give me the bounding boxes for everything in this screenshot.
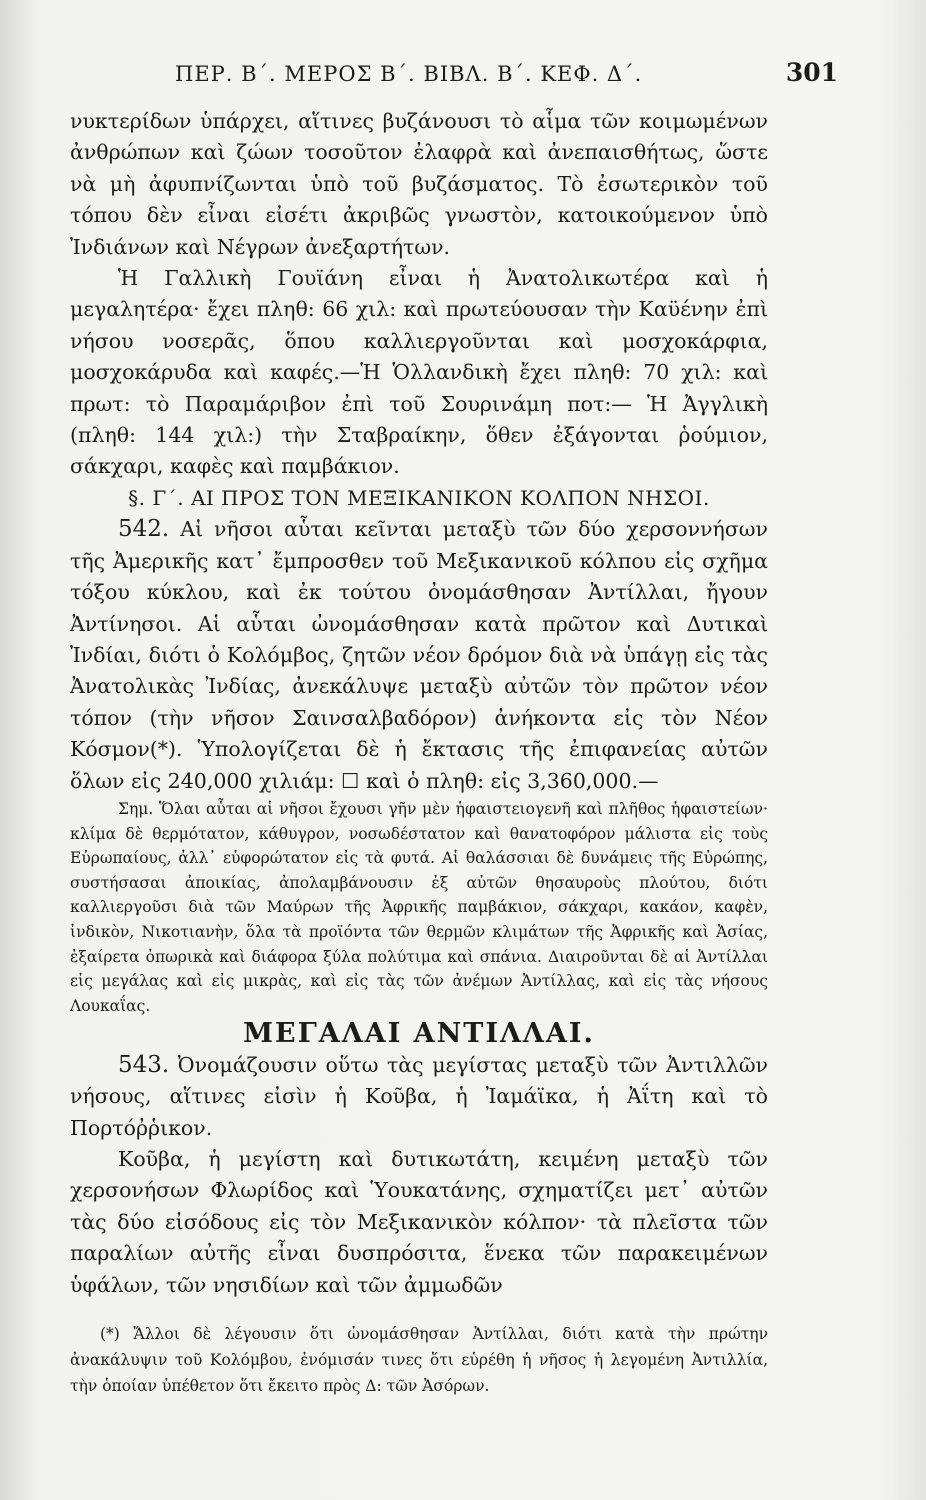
section-heading-greater-antilles: ΜΕΓΑΛΑΙ ΑΝΤΙΛΛΑΙ. <box>243 1018 595 1050</box>
paragraph-guiana: Ἡ Γαλλικὴ Γουϊάνη εἶναι ἡ Ἀνατολικωτέρα καὶ ἡ μεγαλητέρα· ἔχει πληθ: 66 χιλ: καὶ πρωτεύουσαν τὴν Καϋένην ἐπὶ νήσου νοσερᾶς, ὅπου καλλιεργοῦνται καὶ μοσχοκάρφια, μοσχοκάρυδα καὶ καφές.—Ἡ Ὁλλανδικὴ ἔχει πληθ: 70 χιλ: καὶ πρωτ: τὸ Παραμάριβον ἐπὶ τοῦ Σουρινάμη ποτ:— Ἡ Ἀγγλικὴ (πληθ: 144 χιλ:) τὴν Σταβραίκην, ὅθεν ἐξάγονται ῥούμιον, σάκχαρι, καφὲς καὶ παμβάκιον. <box>70 266 768 479</box>
running-head: ΠΕΡ. Β΄. ΜΕΡΟΣ Β΄. ΒΙΒΛ. Β΄. ΚΕΦ. Δ΄. <box>175 62 643 86</box>
section-title: §. Γ΄. ΑΙ ΠΡΟΣ ΤΟΝ ΜΕΞΙΚΑΝΙΚΟΝ ΚΟΛΠΟΝ ΝΗΣΟΙ. <box>128 485 710 510</box>
paragraph-542 <box>70 514 768 797</box>
paragraph-continuation: νυκτερίδων ὑπάρχει, αἵτινες βυζάνουσι τὸ αἷμα τῶν κοιμωμένων ἀνθρώπων καὶ ζώων τοσοῦτον ἐλαφρὰ καὶ ἀνεπαισθήτως, ὥστε νὰ μὴ ἀφυπνίζωνται ὑπὸ τοῦ βυζάσματος. Τὸ ἐσωτερικὸν τοῦ τόπου δὲν εἶναι εἰσέτι ἀκριβῶς γνωστὸν, κατοικούμενον ὑπὸ Ἰνδιάνων καὶ Νέγρων ἀνεξαρτήτων. <box>70 109 768 259</box>
note-paragraph: Σημ. Ὅλαι αὗται αἱ νῆσοι ἔχουσι γῆν μὲν ἡφαιστειογενῆ καὶ πλῆθος ἡφαιστείων· κλίμα δὲ θερμότατον, κάθυγρον, νοσωδέστατον καὶ θανατοφόρον μάλιστα εἰς τοὺς Εὐρωπαίους, ἀλλ᾽ εὐφορώτατον εἰς τὰ φυτά. Αἱ θαλάσσιαι δὲ δυνάμεις τῆς Εὐρώπης, συστήσασαι ἀποικίας, ἀπολαμβάνουσιν ἐξ αὐτῶν θησαυροὺς πλούτου, διότι καλλιεργοῦσι διὰ τῶν Μαύρων τῆς Ἀφρικῆς παμβάκιον, σάκχαρι, κακάον, καφὲν, ἰνδικὸν, Νικοτιανὴν, ὅλα τὰ προϊόντα τῶν θερμῶν κλιμάτων τῆς Ἀφρικῆς καὶ Ἀσίας, ἐξαίρετα ὀπωρικὰ καὶ διάφορα ξύλα πολύτιμα καὶ σπάνια. Διαιροῦνται δὲ αἱ Ἀντίλλαι εἰς μεγάλας καὶ εἰς μικρὰς, καὶ εἰς τὰς τῶν ἀνέμων Ἀντίλλας, καὶ εἰς τὰς νήσους Λουκαΐας. <box>70 799 768 1015</box>
paragraph-542-text: Αἱ νῆσοι αὗται κεῖνται μεταξὺ τῶν δύο χερσοννήσων τῆς Ἀμερικῆς κατ᾽ ἔμπροσθεν τοῦ Μεξικανικοῦ κόλπου εἰς σχῆμα τόξου κύκλου, καὶ ἐκ τούτου ὀνομάσθησαν Ἀντίλλαι, ἤγουν Ἀντίνησοι. Αἱ αὗται ὠνομάσθησαν κατὰ πρῶτον καὶ Δυτικαὶ Ἰνδίαι, διότι ὁ Κολόμβος, ζητῶν νέον δρόμον διὰ νὰ ὑπάγῃ εἰς τὰς Ἀνατολικὰς Ἰνδίας, ἀνεκάλυψε μεταξὺ αὐτῶν τὸν πρῶτον νέον τόπον (τὴν νῆσον Σαινσαλβαδόρον) ἀνήκοντα εἰς τὸν Νέον Κόσμον(*). Ὑπολογίζεται δὲ ἡ ἔκτασις τῆς ἐπιφανείας αὐτῶν ὅλων εἰς 240,000 χιλιάμ: ☐ καὶ ὁ πληθ: εἰς 3,360,000.— <box>70 517 768 793</box>
paragraph-number: 543. <box>118 1051 170 1078</box>
paragraph-kouba: Κοῦβα, ἡ μεγίστη καὶ δυτικωτάτη, κειμένη μεταξὺ τῶν χερσονήσων Φλωρίδος καὶ Ὑουκατάνης, σχηματίζει μετ᾽ αὐτῶν τὰς δύο εἰσόδους εἰς τὸν Μεξικανικὸν κόλπον· τὰ πλεῖστα τῶν παραλίων αὐτῆς εἶναι δυσπρόσιτα, ἕνεκα τῶν παρακειμένων ὑφάλων, τῶν νησιδίων καὶ τῶν ἀμμωδῶν <box>70 1146 768 1297</box>
paragraph-543-text: Ὀνομάζουσιν οὕτω τὰς μεγίστας μεταξὺ τῶν Ἀντιλλῶν νήσους, αἵτινες εἰσὶν ἡ Κοῦβα, ἡ Ἰαμάϊκα, ἡ Ἀΐτη καὶ τὸ Πορτόῤῥικον. <box>70 1052 768 1140</box>
paragraph-number: 542. <box>118 516 170 543</box>
page-body <box>70 106 768 1301</box>
paragraph-543 <box>70 1050 768 1144</box>
footnote-text: (*) Ἄλλοι δὲ λέγουσιν ὅτι ὠνομάσθησαν Ἀντίλλαι, διότι κατὰ τὴν πρώτην ἀνακάλυψιν τοῦ Κολόμβου, ἐνόμισάν τινες ὅτι εὑρέθη ἡ νῆσος ἡ λεγομένη Ἀντιλλία, τὴν ὁποίαν ὑπέθετον ὅτι ἔκειτο πρὸς Δ: τῶν Ἀσόρων. <box>70 1325 768 1395</box>
page-header <box>175 58 838 94</box>
footnote <box>70 1321 768 1399</box>
page-number: 301 <box>785 58 838 87</box>
